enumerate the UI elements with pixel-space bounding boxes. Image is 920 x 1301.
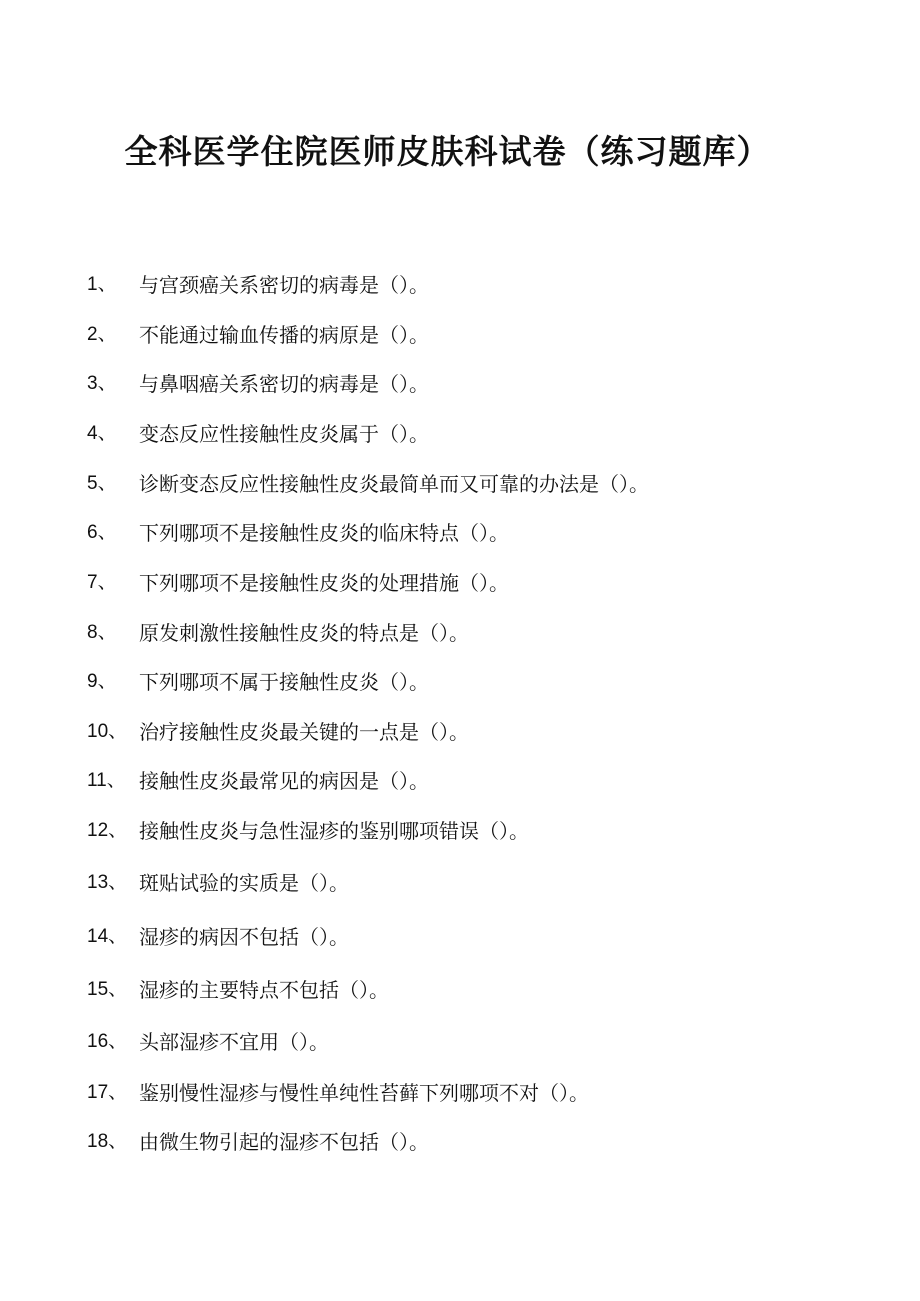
question-number: 12、 [87, 820, 128, 841]
question-item [0, 975, 920, 1005]
question-number: 3、 [87, 373, 117, 394]
question-item [0, 568, 920, 598]
question-item [0, 270, 920, 300]
question-number: 11、 [87, 770, 126, 791]
question-number: 1、 [87, 274, 117, 295]
question-text: 下列哪项不是接触性皮炎的临床特点（）。 [139, 521, 509, 545]
question-text: 由微生物引起的湿疹不包括（）。 [139, 1130, 429, 1154]
question-item [0, 419, 920, 449]
question-text: 湿疹的主要特点不包括（）。 [139, 978, 389, 1002]
question-text: 诊断变态反应性接触性皮炎最简单而又可靠的办法是（）。 [139, 472, 649, 496]
question-number: 16、 [87, 1031, 128, 1052]
question-text: 接触性皮炎最常见的病因是（）。 [139, 769, 429, 793]
question-item [0, 816, 920, 846]
question-item [0, 518, 920, 548]
question-number: 17、 [87, 1082, 128, 1103]
question-item [0, 1078, 920, 1108]
question-item [0, 618, 920, 648]
question-number: 18、 [87, 1131, 128, 1152]
question-text: 斑贴试验的实质是（）。 [139, 871, 349, 895]
question-text: 不能通过输血传播的病原是（）。 [139, 323, 429, 347]
question-number: 10、 [87, 721, 128, 742]
question-number: 7、 [87, 572, 117, 593]
question-number: 15、 [87, 979, 128, 1000]
question-number: 6、 [87, 522, 117, 543]
question-text: 治疗接触性皮炎最关键的一点是（）。 [139, 720, 469, 744]
question-number: 8、 [87, 622, 117, 643]
document-title: 全科医学住院医师皮肤科试卷（练习题库） [124, 132, 771, 171]
question-item [0, 667, 920, 697]
question-text: 湿疹的病因不包括（）。 [139, 925, 349, 949]
question-text: 与宫颈癌关系密切的病毒是（）。 [139, 273, 429, 297]
question-item [0, 1127, 920, 1157]
question-item [0, 766, 920, 796]
question-text: 下列哪项不是接触性皮炎的处理措施（）。 [139, 571, 509, 595]
question-text: 头部湿疹不宜用（）。 [139, 1030, 329, 1054]
question-item [0, 717, 920, 747]
question-item [0, 469, 920, 499]
question-item [0, 320, 920, 350]
question-number: 2、 [87, 324, 117, 345]
question-text: 原发刺激性接触性皮炎的特点是（）。 [139, 621, 469, 645]
question-number: 9、 [87, 671, 117, 692]
question-item [0, 369, 920, 399]
question-text: 与鼻咽癌关系密切的病毒是（）。 [139, 372, 429, 396]
question-number: 14、 [87, 926, 128, 947]
question-number: 13、 [87, 872, 128, 893]
question-item [0, 1027, 920, 1057]
question-text: 鉴别慢性湿疹与慢性单纯性苔藓下列哪项不对（）。 [139, 1081, 589, 1105]
question-item [0, 868, 920, 898]
question-item [0, 922, 920, 952]
question-text: 下列哪项不属于接触性皮炎（）。 [139, 670, 429, 694]
question-text: 变态反应性接触性皮炎属于（）。 [139, 422, 429, 446]
question-number: 5、 [87, 473, 117, 494]
question-number: 4、 [87, 423, 117, 444]
question-text: 接触性皮炎与急性湿疹的鉴别哪项错误（）。 [139, 819, 529, 843]
